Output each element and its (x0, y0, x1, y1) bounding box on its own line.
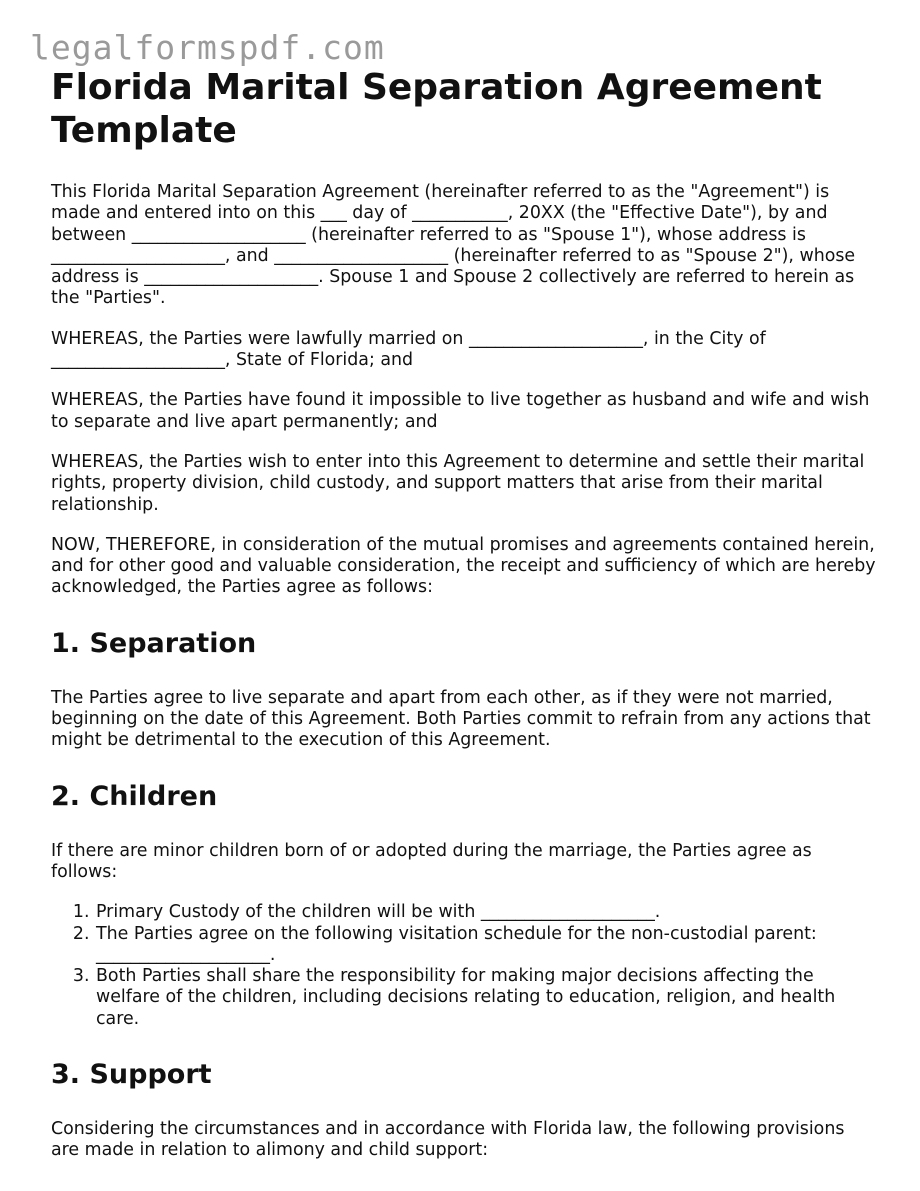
section-text-children: If there are minor children born of or adopted during the marriage, the Parties agree as follows: (51, 840, 812, 882)
list-item: 1. Primary Custody of the children will be with ____________________. (95, 902, 876, 923)
intro-paragraph: This Florida Marital Separation Agreement (hereinafter referred to as the "Agreement") is made and entered into on this ___ day of ___________, 20XX (the "Effective Date"), by and between ____________________ (hereinafter referred to as "Spouse 1"), whose address is ____________________, and ____________________ (hereinafter referred to as "Spouse 2"), whose address is ____________________. Spouse 1 and Spouse 2 collectively are referred to herein as the "Parties". (51, 182, 856, 309)
section-text-support: Considering the circumstances and in accordance with Florida law, the following provisions are made in relation to alimony and child support: (51, 1119, 845, 1161)
document-title: Florida Marital Separation Agreement Template (51, 67, 822, 151)
list-item: 2. The Parties agree on the following visitation schedule for the non-custodial parent: ____________________. (95, 924, 876, 967)
document-page (51, 66, 876, 1181)
children-provisions-list (51, 902, 876, 1030)
section-heading-separation: 1. Separation (51, 627, 257, 659)
whereas-paragraph-1: WHEREAS, the Parties were lawfully married on ____________________, in the City of ____________________, State of Florida; and (51, 328, 766, 371)
now-therefore-paragraph: NOW, THEREFORE, in consideration of the mutual promises and agreements contained herein, and for other good and valuable consideration, the receipt and sufficiency of which are hereby acknowledged, the Parties agree as follows: (51, 534, 876, 598)
watermark: legalformspdf.com (30, 28, 385, 67)
whereas-paragraph-2: WHEREAS, the Parties have found it impossible to live together as husband and wife and wish to separate and live apart permanently; and (51, 390, 870, 432)
section-text-separation: The Parties agree to live separate and apart from each other, as if they were not married, beginning on the date of this Agreement. Both Parties commit to refrain from any actions that might be detrimental to the execution of this Agreement. (51, 687, 871, 751)
section-heading-support: 3. Support (51, 1059, 212, 1091)
whereas-paragraph-3: WHEREAS, the Parties wish to enter into this Agreement to determine and settle their marital rights, property division, child custody, and support matters that arise from their marital relationship. (51, 451, 865, 515)
list-item: 3. Both Parties shall share the responsibility for making major decisions affecting the welfare of the children, including decisions relating to education, religion, and health care. (95, 966, 876, 1030)
section-heading-children: 2. Children (51, 780, 218, 812)
